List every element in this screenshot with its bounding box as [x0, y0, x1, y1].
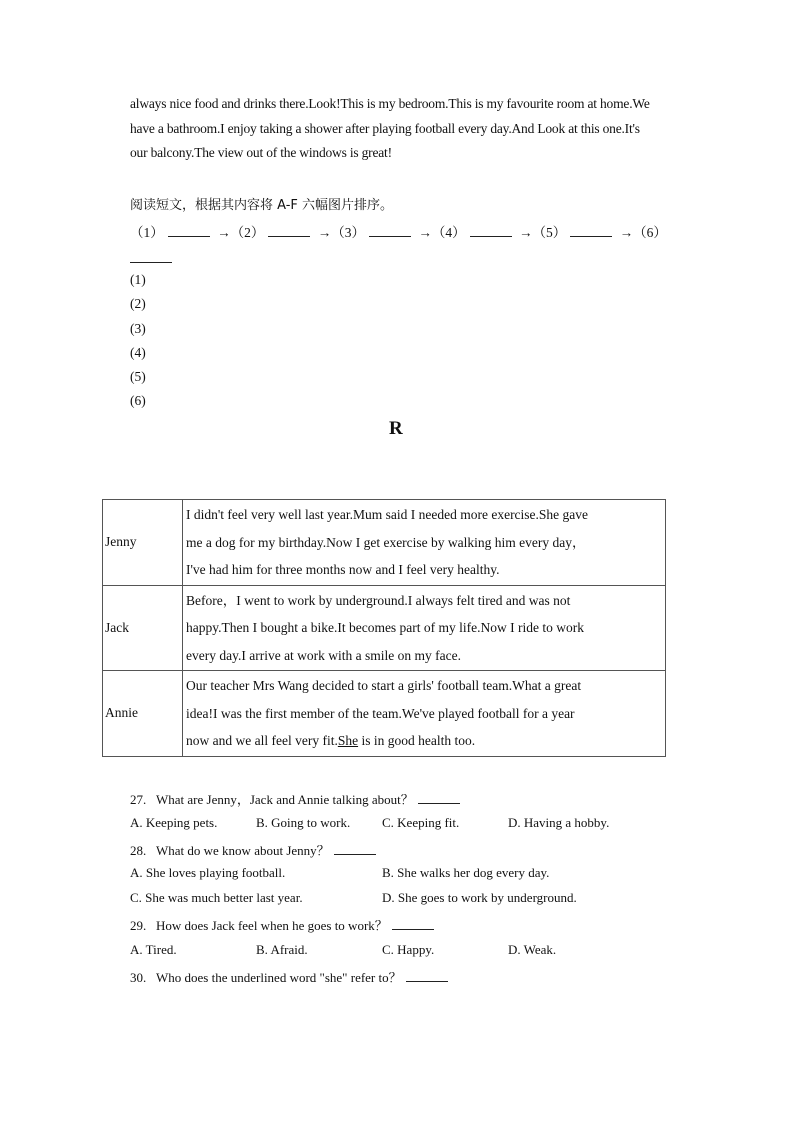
- text-line: Our teacher Mrs Wang decided to start a girls' football team.What a great: [186, 678, 582, 693]
- question-30: [130, 967, 452, 986]
- order-label: →（2）: [217, 225, 265, 240]
- speaker-text: [183, 585, 666, 671]
- option[interactable]: C. Happy.: [382, 942, 435, 957]
- answer-blank[interactable]: [418, 791, 460, 804]
- answer-blank[interactable]: [334, 842, 376, 855]
- answer-number: (6): [130, 393, 146, 408]
- question-text: How does Jack feel when he goes to work？: [156, 918, 388, 933]
- text-line: I've had him for three months now and I feel very healthy.: [186, 562, 500, 577]
- option[interactable]: C. Keeping fit.: [382, 815, 460, 830]
- table-row: [103, 671, 666, 757]
- text-line: me a dog for my birthday.Now I get exercise by walking him every day，: [186, 534, 586, 550]
- question-number: 27.: [130, 792, 147, 807]
- answer-number: (5): [130, 369, 146, 384]
- text-line: happy.Then I bought a bike.It becomes part of my life.Now I ride to work: [186, 620, 585, 635]
- speaker-text: [183, 500, 666, 586]
- answer-number: (2): [130, 296, 146, 311]
- answer-blank[interactable]: [392, 917, 434, 930]
- answer-blank[interactable]: [268, 224, 310, 237]
- order-label: （1）: [130, 225, 164, 240]
- order-label: →（4）: [418, 225, 466, 240]
- text-segment: now and we all feel very fit.: [186, 733, 338, 748]
- question-number: 30.: [130, 970, 147, 985]
- table-row: [103, 500, 666, 586]
- option[interactable]: D. Having a hobby.: [508, 815, 610, 830]
- question-text: What are Jenny，Jack and Annie talking about？: [156, 792, 414, 807]
- text-segment: is in good health too.: [358, 733, 476, 748]
- answer-blank[interactable]: [570, 224, 612, 237]
- order-label: →（3）: [317, 225, 365, 240]
- answer-blank[interactable]: [369, 224, 411, 237]
- option[interactable]: A. She loves playing football.: [130, 865, 286, 880]
- order-label: →（5）: [519, 225, 567, 240]
- answer-blank[interactable]: [130, 250, 172, 263]
- text-line: Before，I went to work by underground.I always felt tired and was not: [186, 592, 571, 608]
- answer-blank[interactable]: [168, 224, 210, 237]
- speaker-name: Annie: [103, 671, 183, 757]
- reading-table: [102, 499, 666, 757]
- text-line: [186, 727, 662, 755]
- answer-blank[interactable]: [470, 224, 512, 237]
- question-28: [130, 840, 380, 859]
- speaker-text: [183, 671, 666, 757]
- table-row: [103, 585, 666, 671]
- question-29: [130, 915, 438, 934]
- text-line: every day.I arrive at work with a smile on my face.: [186, 647, 462, 663]
- option[interactable]: B. Afraid.: [256, 942, 308, 957]
- speaker-name: Jack: [103, 585, 183, 671]
- option[interactable]: C. She was much better last year.: [130, 890, 303, 905]
- option[interactable]: B. She walks her dog every day.: [382, 865, 550, 880]
- option[interactable]: D. She goes to work by underground.: [382, 890, 577, 905]
- option[interactable]: A. Keeping pets.: [130, 815, 218, 830]
- underlined-word: She: [337, 733, 359, 748]
- order-label: →（6）: [619, 225, 667, 240]
- text-line: I didn't feel very well last year.Mum said I needed more exercise.She gave: [186, 507, 589, 522]
- text-line: idea!I was the first member of the team.We've played football for a year: [186, 705, 575, 721]
- ordering-line: [130, 221, 667, 241]
- speaker-name: Jenny: [103, 500, 183, 586]
- passage-line: have a bathroom.I enjoy taking a shower after playing football every day.And Look at this one.It's: [130, 121, 640, 136]
- section-heading: R: [389, 418, 403, 439]
- instruction-text: 阅读短文，根据其内容将 A-F 六幅图片排序。: [130, 198, 394, 213]
- option[interactable]: B. Going to work.: [256, 815, 351, 830]
- question-number: 28.: [130, 843, 147, 858]
- passage-line: always nice food and drinks there.Look!This is my bedroom.This is my favourite room at home.We: [130, 96, 650, 111]
- question-27: [130, 789, 464, 808]
- answer-number: (3): [130, 321, 146, 336]
- option[interactable]: A. Tired.: [130, 942, 177, 957]
- passage-line: our balcony.The view out of the windows is great!: [130, 145, 392, 160]
- question-text: What do we know about Jenny？: [156, 843, 330, 858]
- option[interactable]: D. Weak.: [508, 942, 557, 957]
- question-number: 29.: [130, 918, 147, 933]
- answer-number: (1): [130, 272, 146, 287]
- answer-number: (4): [130, 345, 146, 360]
- answer-blank[interactable]: [406, 969, 448, 982]
- question-text: Who does the underlined word "she" refer to？: [156, 970, 402, 985]
